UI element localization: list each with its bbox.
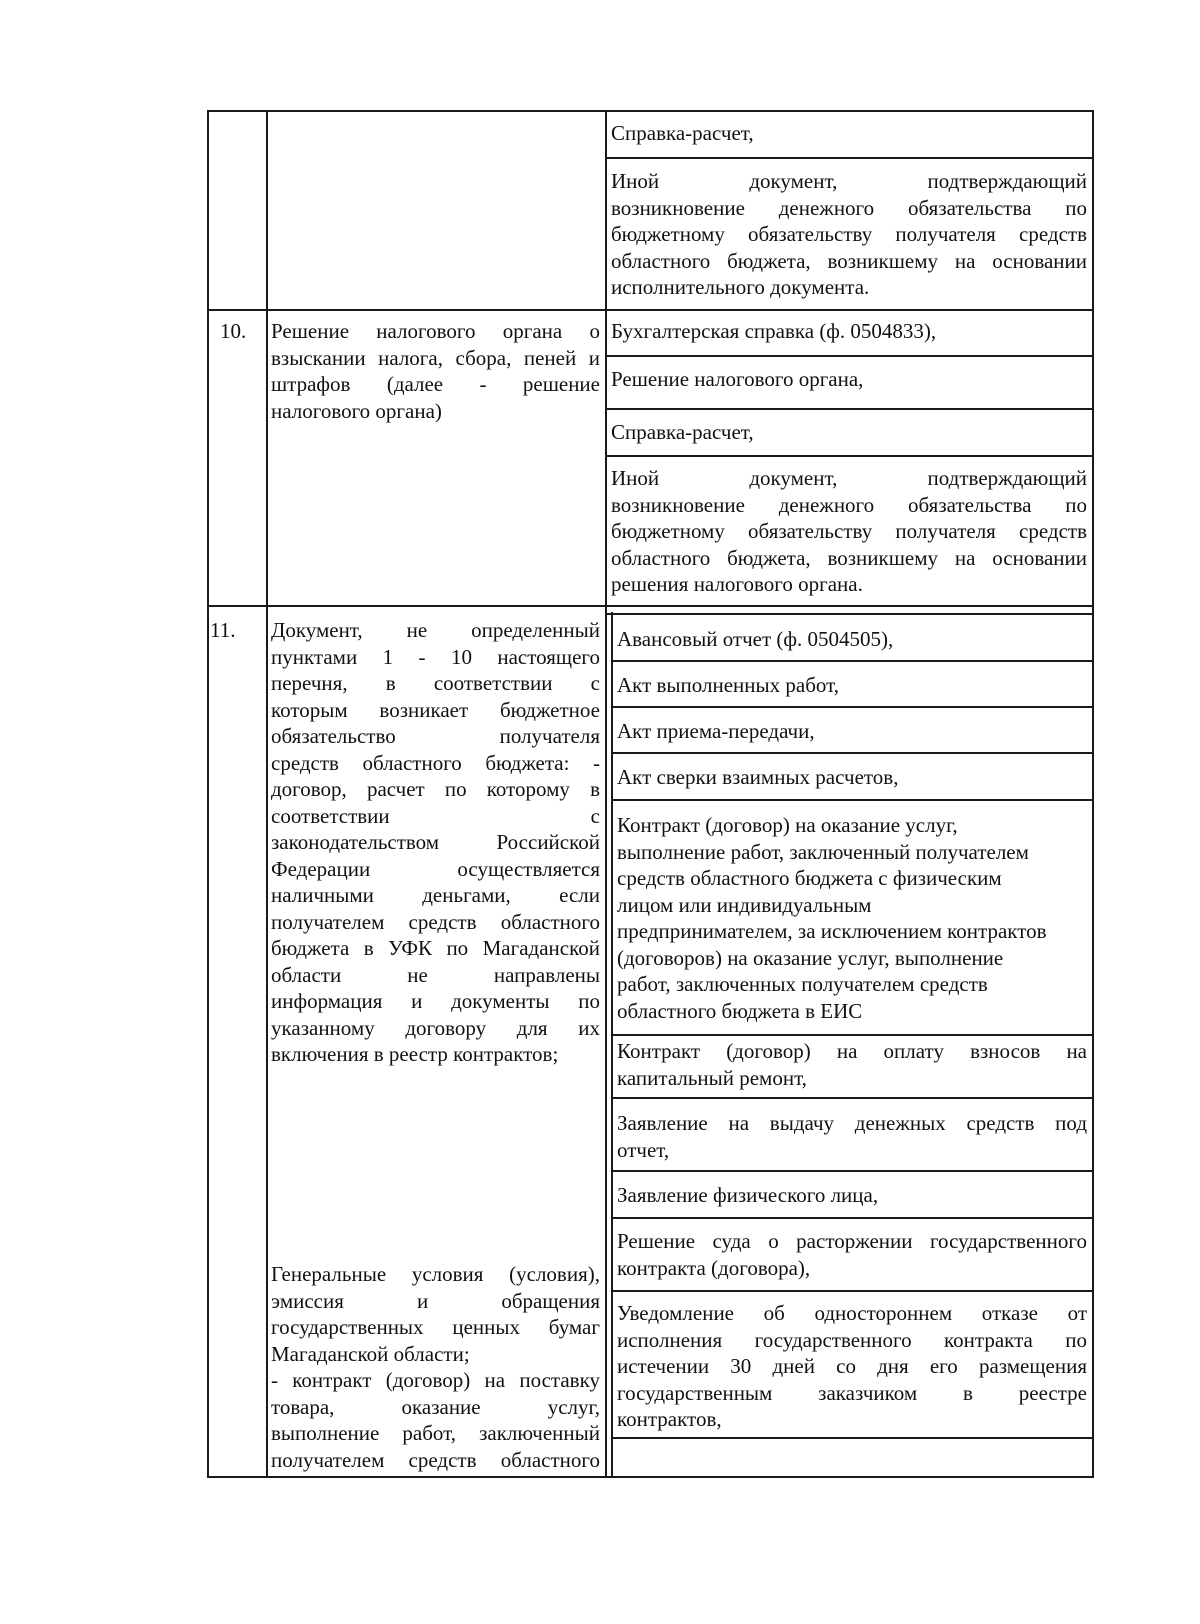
row-number: 11. <box>210 618 236 642</box>
doc-item: Иной документ, подтверждающий возникновение денежного обязательства по бюджетному обязательству получателя средств областного бюджета, возникшему на основании решения налогового органа. <box>611 466 1087 596</box>
doc-item: Уведомление об одностороннем отказе от исполнения государственного контракта по истечении 30 дней со дня его размещения государственным заказчиком в реестре контрактов, <box>617 1301 1087 1431</box>
inner-col-divider <box>611 612 613 1478</box>
col-divider-2 <box>605 110 607 1478</box>
doc-item: Бухгалтерская справка (ф. 0504833), <box>611 319 937 343</box>
row-description: Решение налогового органа о взыскании налога, сбора, пеней и штрафов (далее - решение налогового органа) <box>271 319 600 423</box>
doc-separator <box>605 408 1094 410</box>
doc-item: Справка-расчет, <box>611 121 754 145</box>
row-separator-10 <box>207 309 1094 311</box>
doc-separator <box>611 1437 1094 1439</box>
doc-item: Контракт (договор) на оплату взносов на капитальный ремонт, <box>617 1039 1087 1090</box>
doc-item: Решение налогового органа, <box>611 367 864 391</box>
doc-item: Акт приема-передачи, <box>617 719 815 743</box>
doc-separator <box>611 1217 1094 1219</box>
doc-separator <box>611 1097 1094 1099</box>
doc-item: Решение суда о расторжении государственного контракта (договора), <box>617 1229 1087 1280</box>
doc-separator <box>611 706 1094 708</box>
doc-item: Заявление на выдачу денежных средств под отчет, <box>617 1111 1087 1162</box>
table-top-border <box>207 110 1094 112</box>
doc-item: Заявление физического лица, <box>617 1183 879 1207</box>
doc-separator <box>605 355 1094 357</box>
table-left-border <box>207 110 209 1478</box>
doc-item: Акт выполненных работ, <box>617 673 839 697</box>
doc-separator <box>611 1170 1094 1172</box>
row-description: Документ, не определенный пунктами 1 - 10 настоящего перечня, в соответствии с которым возникает бюджетное обязательство получателя средств областного бюджета: - договор, расчет по которому в соответствии с законодательством Российской Федерации осуществляется наличными деньгами, если получателем средств областного бюджета в УФК по Магаданской области не направлены информация и документы по указанному договору для их включения в реестр контрактов; <box>271 618 600 1066</box>
doc-separator <box>605 157 1094 159</box>
doc-item: Контракт (договор) на оказание услуг, выполнение работ, заключенный получателем средств областного бюджета с физическим лицом или индивидуальным предпринимателем, за исключением контрактов (договоров) на оказание услуг, выполнение работ, заключенных получателем средств областного бюджета в ЕИС <box>617 813 1047 1023</box>
doc-separator <box>611 1290 1094 1292</box>
doc-item: Иной документ, подтверждающий возникновение денежного обязательства по бюджетному обязательству получателя средств областного бюджета, возникшему на основании исполнительного документа. <box>611 169 1087 299</box>
doc-separator <box>611 660 1094 662</box>
doc-item: Акт сверки взаимных расчетов, <box>617 765 899 789</box>
row-separator-11 <box>207 605 1094 607</box>
row-number: 10. <box>220 319 247 343</box>
row-description-continued: Генеральные условия (условия), эмиссия и обращения государственных ценных бумаг Магаданской области; - контракт (договор) на поставку товара, оказание услуг, выполнение работ, заключенный получателем средств областного <box>271 1262 600 1472</box>
doc-separator <box>605 455 1094 457</box>
table-right-border <box>1092 110 1094 1478</box>
table-bottom-border <box>207 1476 1094 1478</box>
doc-separator <box>611 1034 1094 1036</box>
doc-item: Справка-расчет, <box>611 420 754 444</box>
doc-item: Авансовый отчет (ф. 0504505), <box>617 627 894 651</box>
doc-separator <box>611 799 1094 801</box>
doc-separator <box>611 752 1094 754</box>
doc-separator <box>605 613 1094 615</box>
col-divider-1 <box>266 110 268 1478</box>
